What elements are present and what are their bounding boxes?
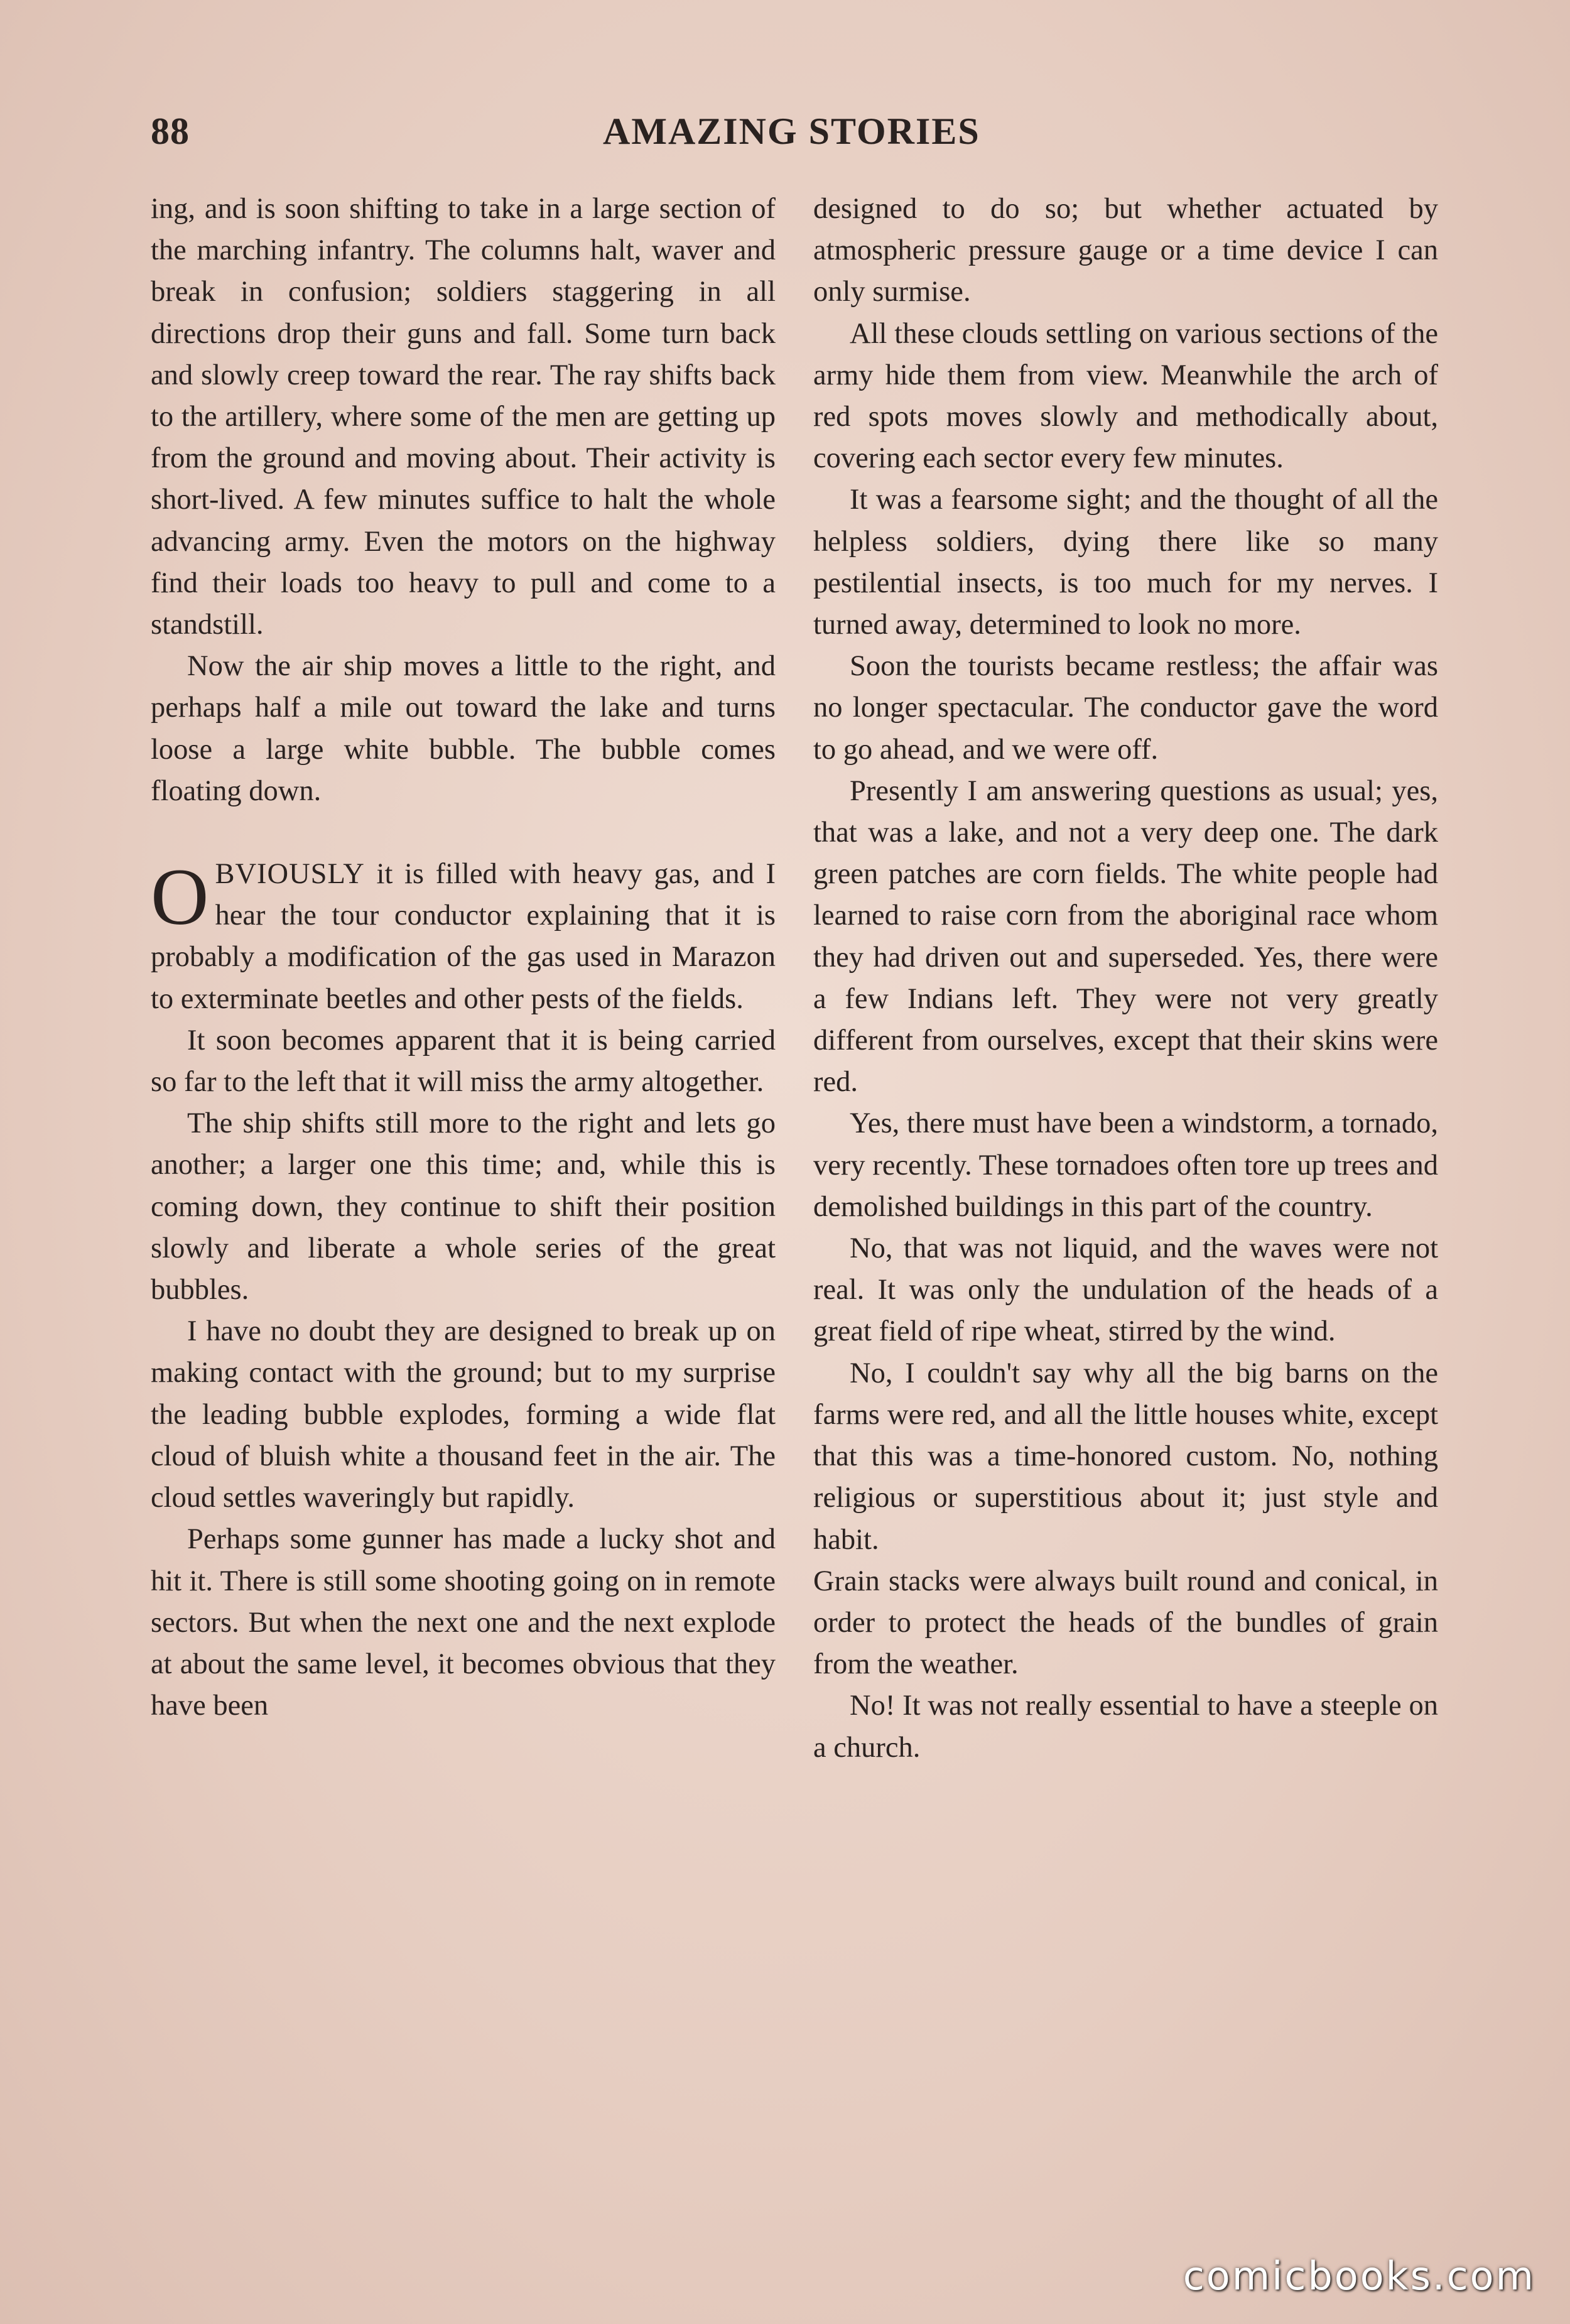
paragraph: No, that was not liquid, and the waves were not real. It was only the undulation of the heads of a great field of ripe wheat, stirred by the wind.: [813, 1232, 1438, 1348]
paragraph: Presently I am answering questions as usual; yes, that was a lake, and not a very deep one. The dark green patches are corn fields. The white people had learned to raise corn from the aboriginal race whom they had driven out and superseded. Yes, there were a few Indians left. They were not very greatly different from ourselves, except that their skins were red.: [813, 774, 1438, 1099]
paragraph: Perhaps some gunner has made a lucky shot and hit it. There is still some shooting going on in remote sectors. But when the next one and the next explode at about the same level, it becomes obvious that they have been: [151, 1523, 776, 1722]
page-number: 88: [151, 111, 190, 152]
drop-cap: O: [151, 852, 209, 942]
paragraph: The ship shifts still more to the right and lets go another; a larger one this time; and, while this is coming down, they continue to shift their position slowly and liberate a whole series of the great bubbles.: [151, 1107, 776, 1306]
paragraph: No! It was not really essential to have a steeple on a church.: [813, 1690, 1438, 1764]
paragraph: Grain stacks were always built round and conical, in order to protect the heads of the bundles of grain from the weather.: [813, 1565, 1438, 1681]
left-column: [151, 188, 776, 1727]
paragraph-text: it is filled with heavy gas, and I hear the tour conductor explaining that it is probably a modification of the gas used in Marazon to exterminate beetles and other pests of the fields.: [151, 858, 776, 1015]
page-header: [151, 110, 1444, 160]
paragraph: designed to do so; but whether actuated by atmospheric pressure gauge or a time device I can only surmise.: [813, 193, 1438, 308]
section-opening-paragraph: [151, 854, 776, 1020]
paragraph: Soon the tourists became restless; the affair was no longer spectacular. The conductor gave the word to go ahead, and we were off.: [813, 650, 1438, 766]
paragraph: It was a fearsome sight; and the thought of all the helpless soldiers, dying there like so many pestilential insects, is too much for my nerves. I turned away, determined to look no more.: [813, 484, 1438, 641]
paragraph: It soon becomes apparent that it is being carried so far to the left that it will miss the army altogether.: [151, 1024, 776, 1099]
lead-word: BVIOUSLY: [215, 858, 365, 891]
right-column: [813, 188, 1438, 1769]
paragraph: All these clouds settling on various sections of the army hide them from view. Meanwhile the arch of red spots moves slowly and methodically about, covering each sector every few minutes.: [813, 317, 1438, 475]
paragraph: ing, and is soon shifting to take in a large section of the marching infantry. The columns halt, waver and break in confusion; soldiers staggering in all directions drop their guns and fall. Some turn back and slowly creep toward the rear. The ray shifts back to the artillery, where some of the men are getting up from the ground and moving about. Their activity is short-lived. A few minutes suffice to halt the whole advancing army. Even the motors on the highway find their loads too heavy to pull and come to a standstill.: [151, 193, 776, 641]
paragraph: I have no doubt they are designed to break up on making contact with the ground; but to my surprise the leading bubble explodes, forming a wide flat cloud of bluish white a thousand feet in the air. The cloud settles waveringly but rapidly.: [151, 1315, 776, 1514]
paragraph: Yes, there must have been a windstorm, a tornado, very recently. These tornadoes often tore up trees and demolished buildings in this part of the country.: [813, 1107, 1438, 1223]
running-title: AMAZING STORIES: [603, 111, 980, 152]
paragraph: No, I couldn't say why all the big barns on the farms were red, and all the little houses white, except that this was a time-honored custom. No, nothing religious or superstitious about it; just style and habit.: [813, 1357, 1438, 1556]
paragraph: Now the air ship moves a little to the right, and perhaps half a mile out toward the lake and turns loose a large white bubble. The bubble comes floating down.: [151, 650, 776, 807]
site-watermark: comicbooks.com: [1183, 2253, 1535, 2299]
